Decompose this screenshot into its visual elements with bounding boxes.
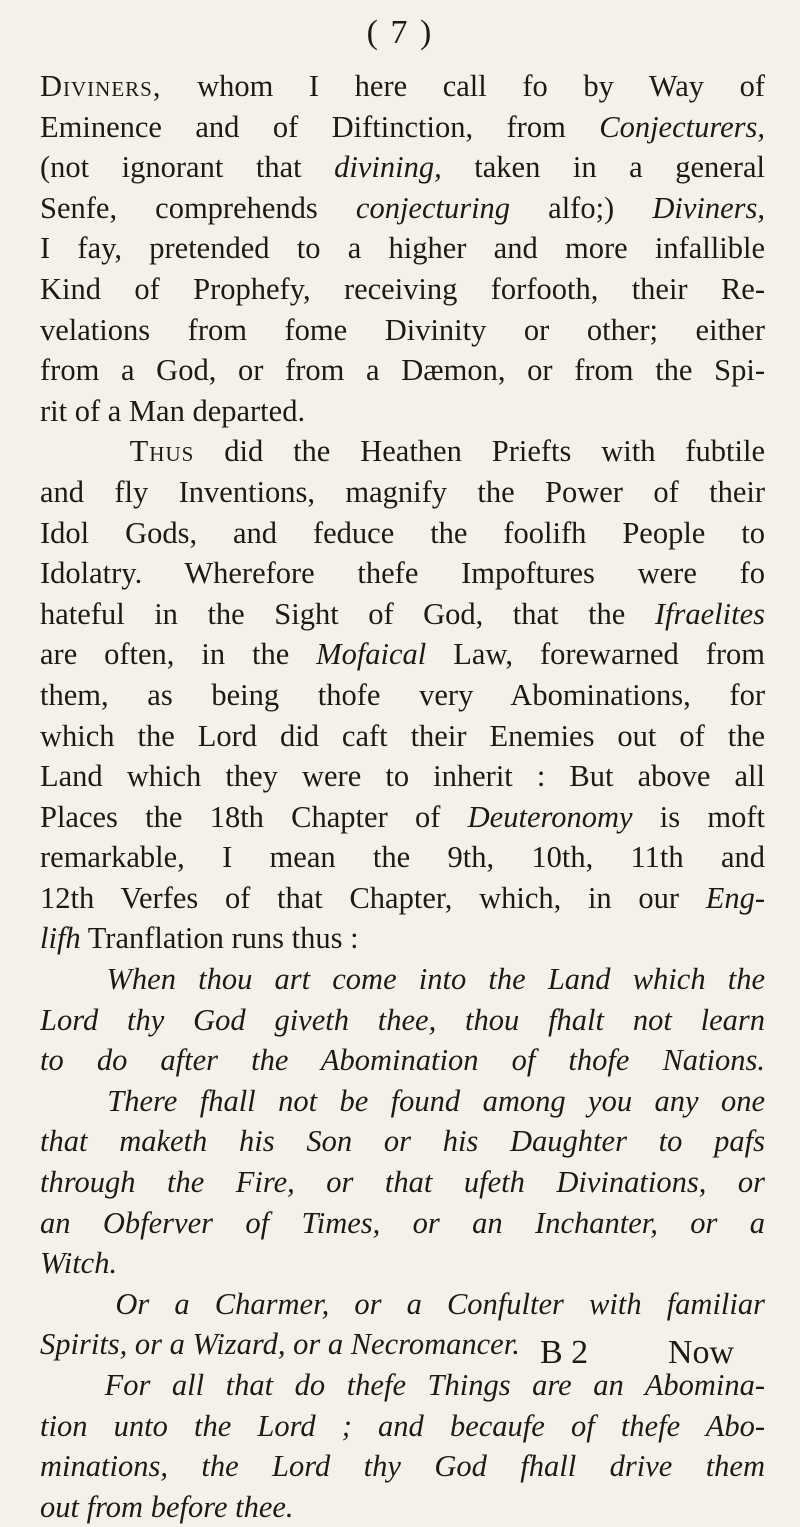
text-line — [40, 1040, 765, 1081]
text-run: to do after the Abomination of thofe Nations. — [40, 1043, 765, 1078]
text-run: Eng- — [705, 880, 765, 915]
text-line — [40, 1446, 765, 1487]
text-run: remarkable, I mean the 9th, 10th, 11th and — [40, 840, 765, 875]
text-line — [40, 918, 765, 959]
text-run: When thou art come into the Land which the — [40, 962, 765, 997]
text-line — [40, 959, 765, 1000]
body-text — [40, 66, 765, 1527]
text-run: divining, — [334, 150, 442, 185]
text-run: are often, in the — [40, 637, 317, 672]
text-line — [40, 391, 765, 432]
text-run: them, as being thofe very Abominations, for — [40, 677, 765, 712]
text-run: Mofaical — [316, 637, 427, 672]
text-line — [40, 107, 765, 148]
text-line — [40, 513, 765, 554]
text-line — [40, 878, 765, 919]
text-run: tion unto the Lord ; and becaufe of thefe Abo- — [40, 1408, 765, 1443]
signature-mark: B 2 — [540, 1334, 589, 1371]
text-run: whom I here call fo by Way of — [161, 69, 765, 103]
text-run: and fly Inventions, magnify the Power of their — [40, 474, 765, 509]
text-line — [40, 310, 765, 351]
text-run: Deuteronomy — [467, 799, 633, 834]
text-line — [40, 1203, 765, 1244]
text-line — [40, 147, 765, 188]
text-run: Eminence and of Diftinction, from — [40, 109, 600, 144]
text-run: 12th Verfes of that Chapter, which, in our — [40, 880, 706, 915]
text-run — [40, 434, 130, 468]
text-run: Witch. — [40, 1246, 118, 1281]
text-line — [40, 553, 765, 594]
text-line — [40, 431, 765, 472]
text-line — [40, 1284, 765, 1325]
text-run: Or a Charmer, or a Confulter with familiar — [40, 1286, 765, 1321]
text-run: Idolatry. Wherefore thefe Impoftures were fo — [40, 556, 765, 591]
text-run: Diviners, — [652, 190, 765, 225]
text-run: minations, the Lord thy God fhall drive them — [40, 1449, 765, 1484]
text-run: is moft — [632, 799, 765, 834]
text-line — [40, 1406, 765, 1447]
text-line — [40, 675, 765, 716]
text-run: For all that do thefe Things are an Abomina- — [40, 1368, 765, 1402]
catchword: Now — [668, 1334, 735, 1371]
text-line — [40, 1487, 765, 1527]
text-run: Lord thy God giveth thee, thou fhalt not learn — [40, 1002, 765, 1037]
text-line — [40, 66, 765, 107]
text-line — [40, 756, 765, 797]
text-line — [40, 1081, 765, 1122]
page-number: ( 7 ) — [366, 14, 434, 51]
text-line — [40, 797, 765, 838]
text-run: from a God, or from a Dæmon, or from the Spi- — [40, 353, 765, 388]
text-run: Tranflation runs thus : — [80, 921, 359, 956]
text-line — [40, 472, 765, 513]
text-run: Kind of Prophefy, receiving forfooth, their Re- — [40, 271, 765, 306]
text-run: Conjecturers, — [599, 109, 765, 144]
text-line — [40, 350, 765, 391]
text-run: did the Heathen Priefts with fubtile — [194, 434, 765, 469]
text-line — [40, 634, 765, 675]
text-run: Spirits, or a Wizard, or a Necromancer. — [40, 1327, 520, 1362]
text-run: lifh — [40, 921, 81, 956]
text-run: conjecturing — [355, 190, 511, 225]
text-run: hateful in the Sight of God, that the — [40, 596, 655, 631]
text-line — [40, 716, 765, 757]
text-run: Ifraelites — [654, 596, 765, 631]
text-line — [40, 269, 765, 310]
text-run: Thus — [129, 434, 195, 469]
text-run: There fhall not be found among you any one — [40, 1083, 765, 1118]
text-run: through the Fire, or that ufeth Divinations, or — [40, 1165, 765, 1200]
text-run: Senfe, comprehends — [40, 190, 356, 225]
text-run: alfo;) — [510, 190, 653, 225]
text-run: taken in a general — [441, 150, 765, 185]
text-line — [40, 1000, 765, 1041]
text-line — [40, 837, 765, 878]
text-line — [40, 1121, 765, 1162]
text-line — [40, 594, 765, 635]
text-line — [40, 1243, 765, 1284]
text-run: out from before thee. — [40, 1489, 294, 1524]
text-run: rit of a Man departed. — [40, 393, 306, 428]
text-run: Law, forewarned from — [426, 637, 765, 672]
text-run: Places the 18th Chapter of — [40, 799, 468, 834]
text-run: which the Lord did caft their Enemies out of the — [40, 718, 765, 753]
text-run: (not ignorant that — [40, 150, 335, 185]
text-line — [40, 1162, 765, 1203]
text-run: that maketh his Son or his Daughter to pafs — [40, 1124, 765, 1159]
text-line — [40, 228, 765, 269]
text-run: Idol Gods, and feduce the foolifh People to — [40, 515, 765, 550]
text-run: velations from fome Divinity or other; either — [40, 312, 765, 347]
text-run: Diviners, — [40, 69, 162, 103]
text-run: Land which they were to inherit : But above all — [40, 759, 765, 794]
text-run: an Obferver of Times, or an Inchanter, or a — [40, 1205, 765, 1240]
page-footer — [0, 1334, 800, 1384]
text-run: I fay, pretended to a higher and more infallible — [40, 231, 765, 266]
text-line — [40, 188, 765, 229]
